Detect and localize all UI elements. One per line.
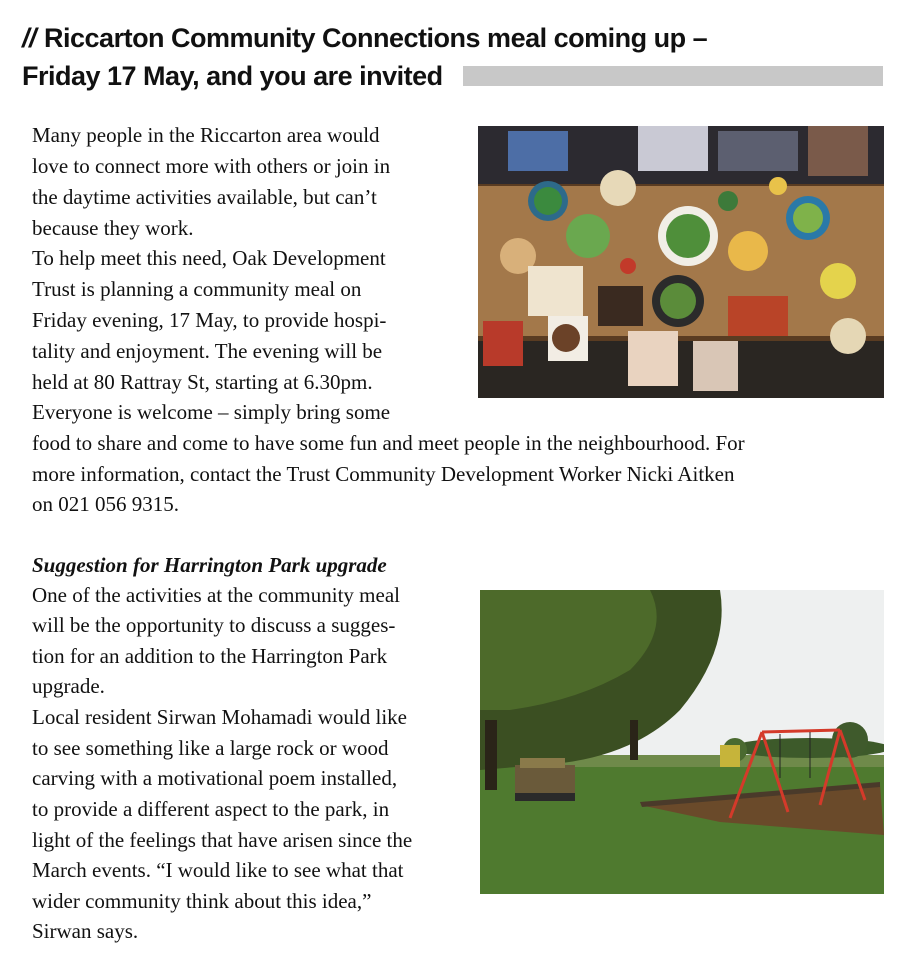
- article-2-line: wider community think about this idea,”: [32, 889, 372, 913]
- headline-rule-bar: [463, 66, 883, 86]
- article-1-line: on 021 056 9315.: [32, 492, 179, 516]
- article-1-line: food to share and come to have some fun and meet people in the neighbourhood. For: [32, 431, 745, 455]
- article-2-line: One of the activities at the community meal: [32, 583, 400, 607]
- article-1-line: To help meet this need, Oak Development: [32, 246, 386, 270]
- article-1-line: because they work.: [32, 216, 194, 240]
- article-1-line: tality and enjoyment. The evening will be: [32, 339, 383, 363]
- article-1-line: held at 80 Rattray St, starting at 6.30pm.: [32, 370, 373, 394]
- article-2-line: upgrade.: [32, 674, 105, 698]
- article-2-line: Sirwan says.: [32, 919, 139, 943]
- article-2-line: March events. “I would like to see what that: [32, 858, 404, 882]
- article-1-line: more information, contact the Trust Community Development Worker Nicki Aitken: [32, 462, 735, 486]
- headline-text-1: Riccarton Community Connections meal coming up –: [44, 23, 708, 53]
- article-2-subheading: Suggestion for Harrington Park upgrade: [32, 553, 387, 577]
- article-1-line: Many people in the Riccarton area would: [32, 123, 380, 147]
- community-meal-photo: [478, 126, 884, 398]
- article-2-line: light of the feelings that have arisen since the: [32, 828, 413, 852]
- article-1-line: Everyone is welcome – simply bring some: [32, 400, 391, 424]
- article-2-line: will be the opportunity to discuss a sugges-: [32, 613, 396, 637]
- headline-line-2: Friday 17 May, and you are invited: [22, 61, 443, 91]
- article-1-line: the daytime activities available, but can’t: [32, 185, 377, 209]
- headline-line-1: [22, 22, 707, 54]
- headline-marker: //: [22, 23, 37, 53]
- article-1-line: Friday evening, 17 May, to provide hospi-: [32, 308, 387, 332]
- article-2-line: Local resident Sirwan Mohamadi would like: [32, 705, 407, 729]
- article-1-line: Trust is planning a community meal on: [32, 277, 362, 301]
- article-2-line: carving with a motivational poem installed,: [32, 766, 398, 790]
- article-1-line: love to connect more with others or join in: [32, 154, 391, 178]
- article-2-line: to see something like a large rock or wood: [32, 736, 389, 760]
- article-2-line: tion for an addition to the Harrington Park: [32, 644, 388, 668]
- article-2-line: to provide a different aspect to the park, in: [32, 797, 390, 821]
- harrington-park-photo: [480, 590, 884, 894]
